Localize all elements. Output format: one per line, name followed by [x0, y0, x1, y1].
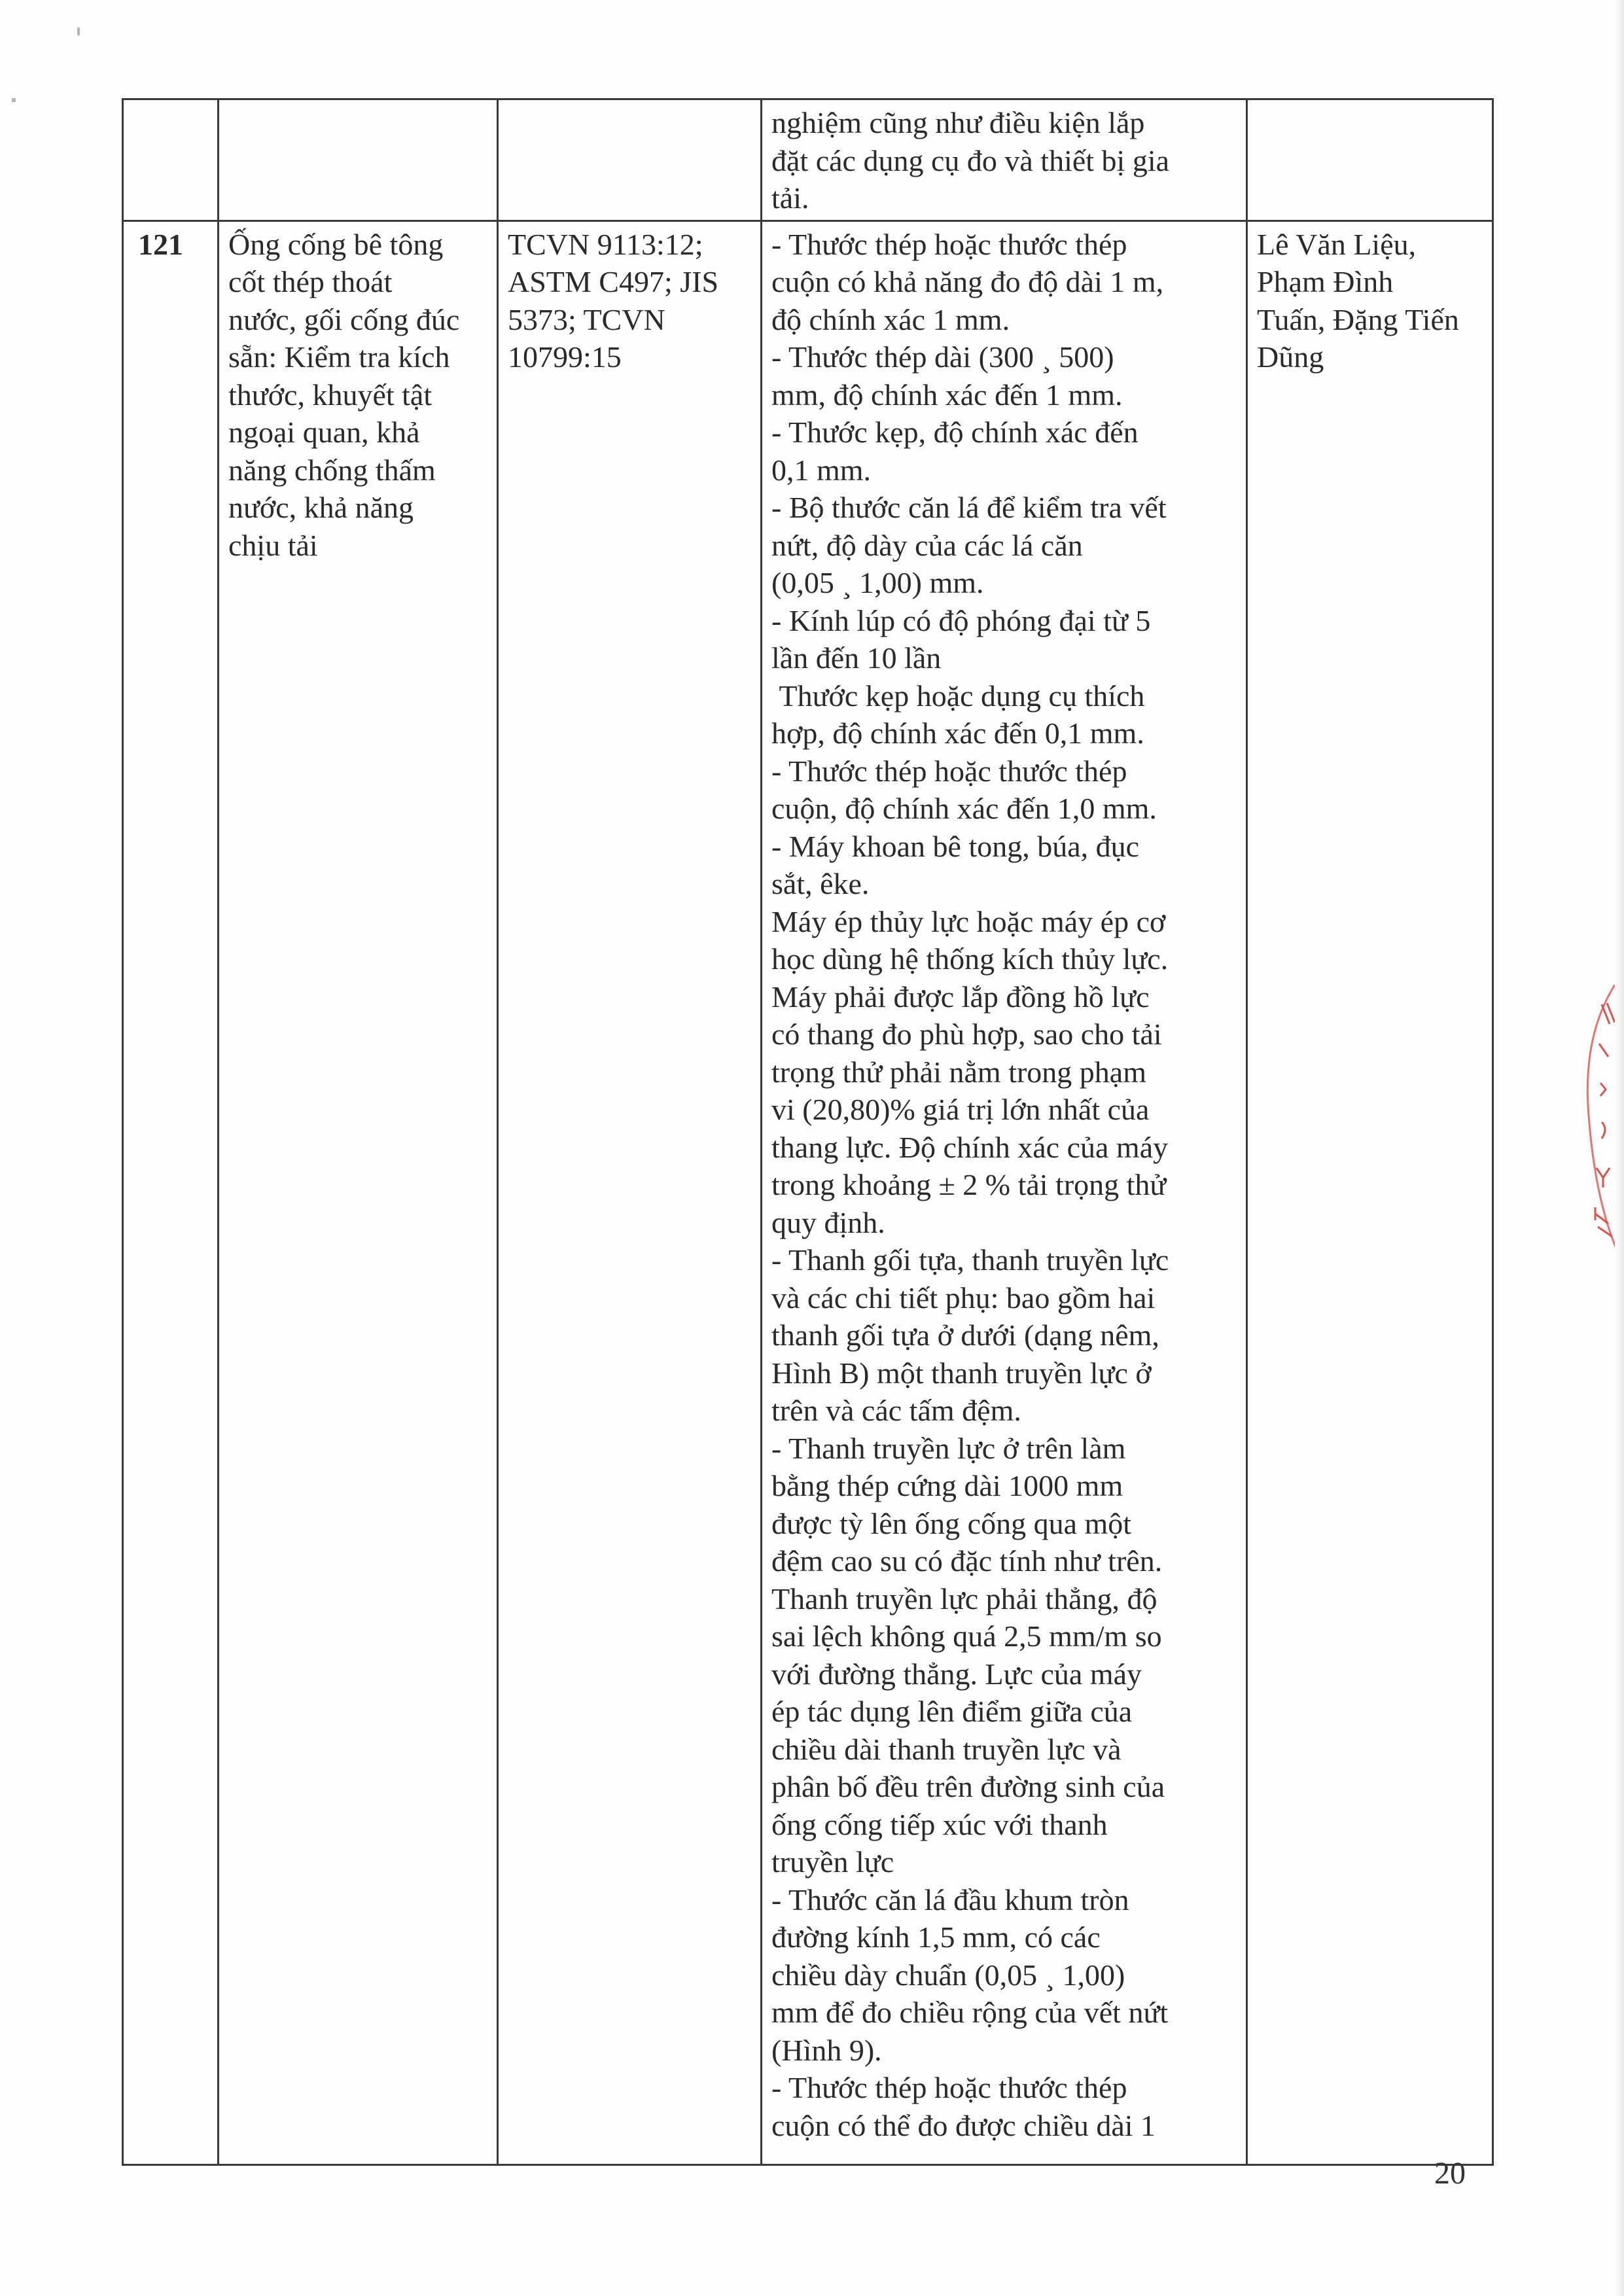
equipment-line: bằng thép cứng dài 1000 mm: [771, 1469, 1123, 1502]
scan-speck: [12, 98, 16, 102]
equipment-line: được tỳ lên ống cống qua một: [771, 1506, 1132, 1540]
equipment-table: [122, 98, 1494, 2166]
scan-speck: [77, 27, 80, 35]
equipment-line: - Thanh truyền lực ở trên làm: [771, 1431, 1126, 1465]
equipment-line: - Thước kẹp, độ chính xác đến: [771, 415, 1139, 449]
standard-line: TCVN 9113:12;: [508, 227, 703, 261]
equipment-line: Thanh truyền lực phải thẳng, độ: [771, 1581, 1157, 1616]
equipment-line: ống cống tiếp xúc với thanh: [771, 1807, 1108, 1841]
equipment-line: quy định.: [771, 1205, 885, 1239]
equipment-line: lần đến 10 lần: [771, 641, 942, 675]
equipment-line: chiều dày chuẩn (0,05 ¸ 1,00): [771, 1958, 1125, 1992]
cell-number-empty: [123, 99, 219, 221]
red-stamp-seal: [1569, 985, 1621, 1253]
cell-personnel-empty: [1247, 99, 1493, 221]
equipment-line: - Thanh gối tựa, thanh truyền lực: [771, 1243, 1169, 1277]
equipment-line: thang lực. Độ chính xác của máy: [771, 1130, 1169, 1164]
test-name-line: ngoại quan, khả: [228, 415, 420, 449]
equipment-line: mm, độ chính xác đến 1 mm.: [771, 378, 1123, 412]
table-row-continued: [123, 99, 1493, 221]
cell-equipment-continued: [762, 99, 1247, 221]
equipment-line: sai lệch không quá 2,5 mm/m so: [771, 1619, 1162, 1653]
standard-line: 10799:15: [508, 340, 622, 374]
row-number: 121: [123, 221, 219, 2164]
equipment-line: (Hình 9).: [771, 2033, 882, 2067]
equipment-line: trên và các tấm đệm.: [771, 1394, 1021, 1427]
test-name-line: năng chống thấm: [228, 453, 436, 487]
personnel-line: Lê Văn Liệu,: [1257, 227, 1417, 261]
equipment-line: vi (20,80)% giá trị lớn nhất của: [771, 1093, 1150, 1126]
equipment-line: - Kính lúp có độ phóng đại từ 5: [771, 603, 1151, 637]
equipment-line: tải.: [771, 181, 809, 215]
equipment-line: thanh gối tựa ở dưới (dạng nêm,: [771, 1318, 1159, 1352]
table-row-121: [123, 221, 1493, 2164]
equipment-line: - Máy khoan bê tong, búa, đục: [771, 829, 1140, 863]
cell-test-name: [219, 221, 498, 2164]
equipment-line: Máy phải được lắp đồng hồ lực: [771, 980, 1150, 1014]
cell-equipment: [762, 221, 1247, 2164]
test-name-line: cốt thép thoát: [228, 265, 393, 298]
equipment-line: sắt, êke.: [771, 867, 870, 900]
equipment-line: - Bộ thước căn lá để kiểm tra vết: [771, 491, 1167, 524]
equipment-line: hợp, độ chính xác đến 0,1 mm.: [771, 716, 1144, 750]
equipment-line: Thước kẹp hoặc dụng cụ thích: [771, 679, 1145, 713]
equipment-line: và các chi tiết phụ: bao gồm hai: [771, 1280, 1156, 1315]
equipment-line: - Thước thép hoặc thước thép: [771, 2071, 1127, 2104]
equipment-line: - Thước thép dài (300 ¸ 500): [771, 340, 1114, 374]
page-number: 20: [1434, 2156, 1466, 2191]
equipment-line: trọng thử phải nằm trong phạm: [771, 1055, 1147, 1089]
equipment-line: nghiệm cũng như điều kiện lắp: [771, 106, 1145, 139]
personnel-line: Phạm Đình: [1257, 265, 1394, 298]
standard-line: 5373; TCVN: [508, 302, 665, 336]
test-name-line: thước, khuyết tật: [228, 378, 432, 412]
scan-edge: [1615, 0, 1624, 2296]
equipment-line: cuộn có thể đo được chiều dài 1: [771, 2108, 1156, 2142]
equipment-line: nứt, độ dày của các lá căn: [771, 528, 1083, 562]
equipment-line: - Thước căn lá đầu khum tròn: [771, 1882, 1129, 1916]
equipment-line: (0,05 ¸ 1,00) mm.: [771, 566, 984, 599]
equipment-line: đệm cao su có đặc tính như trên.: [771, 1544, 1163, 1578]
equipment-line: với đường thẳng. Lực của máy: [771, 1657, 1142, 1691]
equipment-line: đặt các dụng cụ đo và thiết bị gia: [771, 143, 1170, 177]
equipment-line: độ chính xác 1 mm.: [771, 302, 1010, 336]
test-name-line: sẵn: Kiểm tra kích: [228, 340, 450, 374]
test-name-line: nước, gối cống đúc: [228, 302, 460, 336]
equipment-line: mm để đo chiều rộng của vết nứt: [771, 1996, 1169, 2029]
equipment-line: cuộn, độ chính xác đến 1,0 mm.: [771, 792, 1157, 825]
equipment-line: - Thước thép hoặc thước thép: [771, 227, 1127, 261]
test-name-line: nước, khả năng: [228, 491, 414, 524]
personnel-line: Tuấn, Đặng Tiến: [1257, 302, 1459, 336]
test-name-line: chịu tải: [228, 528, 318, 562]
equipment-line: học dùng hệ thống kích thủy lực.: [771, 942, 1169, 976]
equipment-line: chiều dài thanh truyền lực và: [771, 1732, 1121, 1766]
equipment-line: Máy ép thủy lực hoặc máy ép cơ: [771, 904, 1166, 938]
personnel-line: Dũng: [1257, 340, 1324, 374]
test-name-line: Ống cống bê tông: [228, 227, 444, 261]
equipment-line: có thang đo phù hợp, sao cho tải: [771, 1017, 1162, 1051]
equipment-line: - Thước thép hoặc thước thép: [771, 754, 1127, 788]
equipment-line: ép tác dụng lên điểm giữa của: [771, 1695, 1133, 1728]
cell-personnel: [1247, 221, 1493, 2164]
cell-standards: [498, 221, 762, 2164]
equipment-line: cuộn có khả năng đo độ dài 1 m,: [771, 265, 1164, 298]
cell-name-empty: [219, 99, 498, 221]
equipment-line: 0,1 mm.: [771, 453, 872, 487]
standard-line: ASTM C497; JIS: [508, 265, 719, 298]
equipment-line: đường kính 1,5 mm, có các: [771, 1920, 1101, 1954]
cell-standard-empty: [498, 99, 762, 221]
equipment-line: trong khoảng ± 2 % tải trọng thử: [771, 1168, 1167, 1201]
equipment-line: truyền lực: [771, 1845, 894, 1879]
equipment-line: phân bố đều trên đường sinh của: [771, 1770, 1165, 1803]
equipment-line: Hình B) một thanh truyền lực ở: [771, 1356, 1152, 1390]
